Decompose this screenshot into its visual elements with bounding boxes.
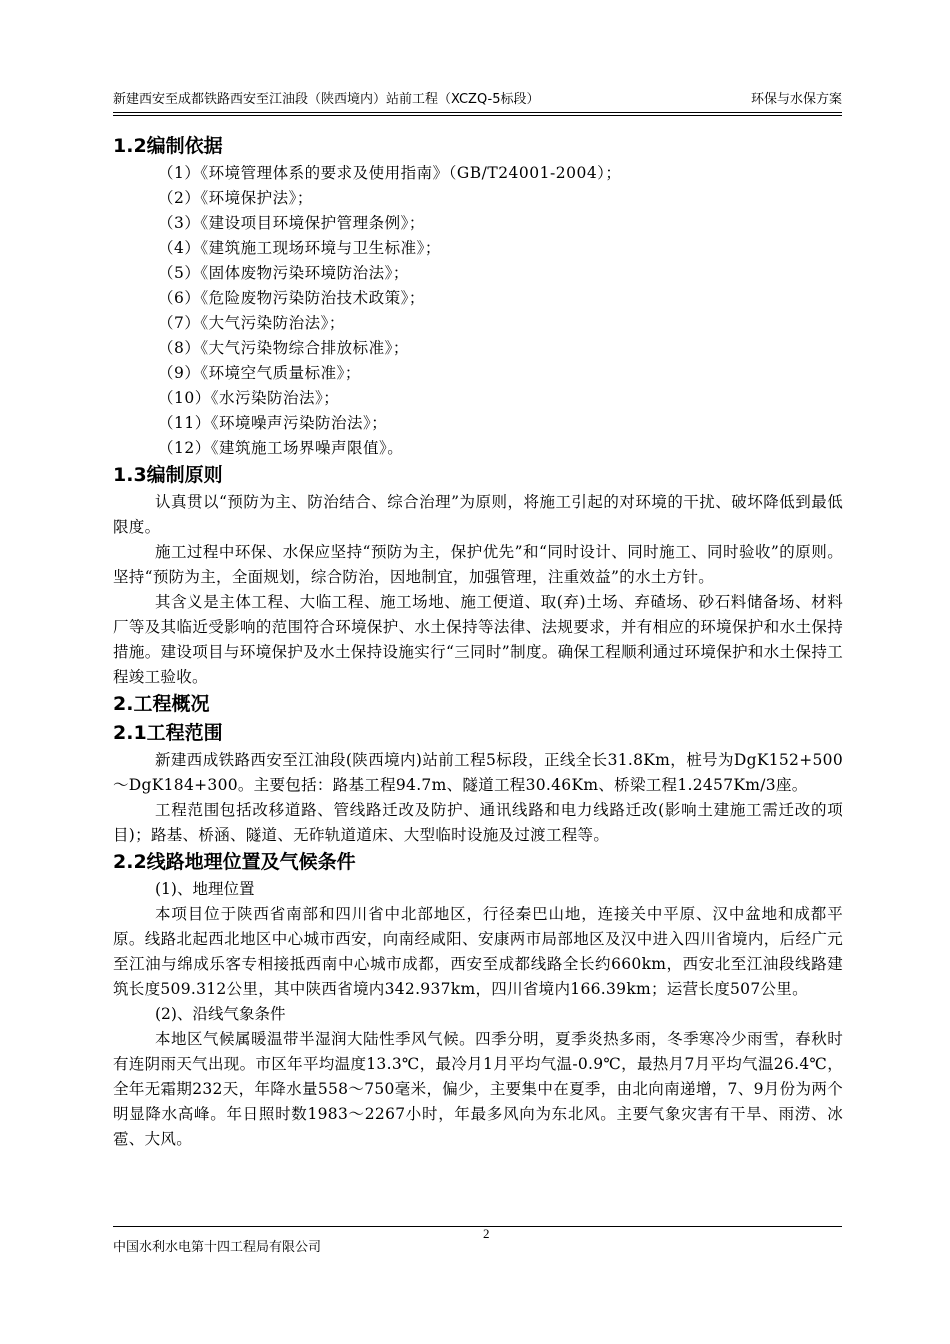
paragraph: 本项目位于陕西省南部和四川省中北部地区，行径秦巴山地，连接关中平原、汉中盆地和成都平原。线路北起西北地区中心城市西安，向南经咸阳、安康两市局部地区及汉中进入四川省境内，后经广元至江油与绵成乐客专相接抵西南中心城市成都，西安至成都线路全长约660km，西安北至江油段线路建筑长度509.312公里，其中陕西省境内342.937km，四川省境内166.39km；运营长度507公里。: [113, 905, 843, 998]
paragraph: 施工过程中环保、水保应坚持“预防为主，保护优先”和“同时设计、同时施工、同时验收”的原则。坚持“预防为主，全面规划，综合防治，因地制宜，加强管理，注重效益”的水土方针。: [113, 543, 843, 586]
list-item: （3）《建设项目环境保护管理条例》；: [158, 214, 425, 232]
footer-company: 中国水利水电第十四工程局有限公司: [113, 1240, 322, 1255]
paragraph: 工程范围包括改移道路、管线路迁改及防护、通讯线路和电力线路迁改(影响土建施工需迁改的项目)；路基、桥涵、隧道、无砟轨道道床、大型临时设施及过渡工程等。: [113, 801, 843, 844]
list-item: （5）《固体废物污染环境防治法》；: [158, 264, 409, 282]
heading-2-2: 2.2线路地理位置及气候条件: [113, 851, 356, 873]
page-header: [113, 90, 842, 113]
paragraph: 本地区气候属暖温带半湿润大陆性季风气候。四季分明，夏季炎热多雨，冬季寒冷少雨雪，春秋时有连阴雨天气出现。市区年平均温度13.3℃，最冷月1月平均气温-0.9℃，最热月7月平均气温26.4℃，全年无霜期232天，年降水量558～750毫米，偏少，主要集中在夏季，由北向南递增，7、9月份为两个明显降水高峰。年日照时数1983～2267小时，年最多风向为东北风。主要气象灾害有干旱、雨涝、冰雹、大风。: [113, 1030, 843, 1148]
paragraph: 认真贯以“预防为主、防治结合、综合治理”为原则，将施工引起的对环境的干扰、破坏降低到最低限度。: [113, 493, 843, 536]
subheading: (1)、地理位置: [155, 880, 255, 898]
list-item: （8）《大气污染物综合排放标准》；: [158, 339, 409, 357]
list-item: （7）《大气污染防治法》；: [158, 314, 345, 332]
page-number: 2: [483, 1226, 490, 1241]
paragraph: 其含义是主体工程、大临工程、施工场地、施工便道、取(弃)土场、弃碴场、砂石料储备场、材料厂等及其临近受影响的范围符合环境保护、水土保持等法律、法规要求，并有相应的环境保护和水土保持措施。建设项目与环境保护及水土保持设施实行“三同时”制度。确保工程顺利通过环境保护和水土保持工程竣工验收。: [113, 593, 843, 686]
basis-list: [113, 161, 843, 461]
paragraph: 新建西成铁路西安至江油段(陕西境内)站前工程5标段，正线全长31.8Km，桩号为DgK152+500～DgK184+300。主要包括：路基工程94.7m、隧道工程30.46Km、桥梁工程1.2457Km/3座。: [113, 751, 843, 794]
footer-rule: [113, 1226, 842, 1227]
page-content: [113, 132, 843, 1152]
list-item: （6）《危险废物污染防治技术政策》；: [158, 289, 425, 307]
heading-2-1: 2.1工程范围: [113, 722, 223, 744]
list-item: （10）《水污染防治法》；: [158, 389, 340, 407]
list-item: （9）《环境空气质量标准》；: [158, 364, 361, 382]
header-rule: [113, 115, 842, 116]
heading-1-3: 1.3编制原则: [113, 464, 223, 486]
list-item: （1）《环境管理体系的要求及使用指南》（GB/T24001-2004）；: [158, 164, 622, 182]
header-project-title: 新建西安至成都铁路西安至江油段（陕西境内）站前工程（XCZQ-5标段）: [113, 92, 540, 107]
header-document-title: 环保与水保方案: [750, 92, 842, 107]
list-item: （4）《建筑施工现场环境与卫生标准》；: [158, 239, 441, 257]
heading-2: 2.工程概况: [113, 693, 210, 715]
list-item: （12）《建筑施工场界噪声限值》。: [158, 439, 404, 457]
heading-1-2: 1.2编制依据: [113, 135, 223, 157]
list-item: （11）《环境噪声污染防治法》；: [158, 414, 388, 432]
subheading: (2)、沿线气象条件: [155, 1005, 286, 1023]
list-item: （2）《环境保护法》；: [158, 189, 313, 207]
